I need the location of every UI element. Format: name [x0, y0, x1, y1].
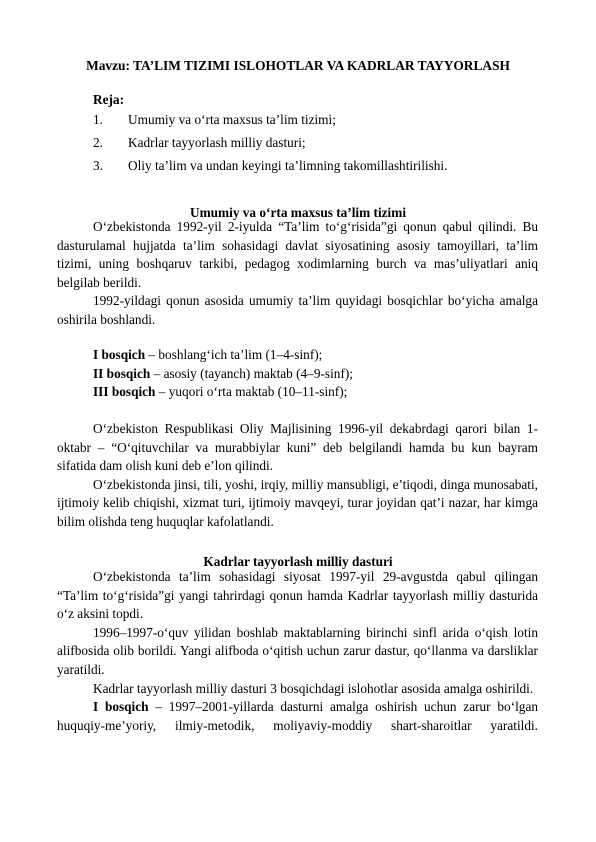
- plan-item-text: Umumiy va o‘rta maxsus ta’lim tizimi;: [128, 112, 336, 127]
- plan-item: [93, 112, 553, 135]
- level-text: – boshlang‘ich ta’lim (1–4-sinf);: [145, 347, 323, 362]
- plan-item-text: Kadrlar tayyorlash milliy dasturi;: [128, 135, 306, 150]
- section-body: [57, 568, 538, 735]
- paragraph: 1992-yildagi qonun asosida umumiy ta’lim quyidagi bosqichlar bo‘yicha amalga oshirila boshlandi.: [57, 293, 538, 327]
- paragraph: O‘zbekistonda jinsi, tili, yoshi, irqiy, milliy mansubligi, e’tiqodi, dinga munosabati, ijtimoiy kelib chiqishi, xizmat turi, ijtimoiy mavqeyi, turar joyidan qat’i nazar, har kimga bilim olishda teng huquqlar kafolatlandi.: [57, 476, 538, 529]
- level-item: [93, 346, 533, 365]
- level-label: III bosqich: [93, 384, 156, 399]
- level-item: [93, 365, 533, 384]
- paragraph: O‘zbekiston Respublikasi Oliy Majlisining 1996-yil dekabrdagi qarori bilan 1-oktabr – “O‘qituvchilar va murabbiylar kuni” deb belgilandi hamda bu kun bayram sifatida dam olish kuni deb e’lon qilindi.: [57, 421, 538, 474]
- section-heading: Umumiy va o‘rta maxsus ta’lim tizimi: [189, 205, 407, 220]
- section-body: [57, 420, 538, 532]
- level-label: II bosqich: [93, 365, 151, 381]
- paragraph-text: – 1997–2001-yillarda dasturni amalga oshirish uchun zarur bo‘lgan huquqiy-me’yoriy, ilmiy-metodik, moliyaviy-moddiy shart-sharoitlar yaratildi.: [57, 699, 538, 733]
- paragraph: O‘zbekistonda 1992-yil 2-iyulda “Ta’lim to‘g‘risida”gi qonun qabul qilindi. Bu dasturulamal hujjatda ta’lim sohasidagi davlat siyosatining asosiy tamoyillari, ta’lim tizimi, uning boshqaruv tarkibi, pedagog xodimlarning burch va mas’uliyatlari aniq belgilab berildi.: [57, 219, 538, 290]
- level-label: I bosqich: [93, 347, 146, 362]
- plan-item-text: Oliy ta’lim va undan keyingi ta’limning takomillashtirilishi.: [128, 158, 448, 173]
- plan-item: [93, 135, 553, 158]
- paragraph: O‘zbekistonda ta’lim sohasidagi siyosat 1997-yil 29-avgustda qabul qilingan “Ta’lim to‘g‘risida”gi yangi tahrirdagi qonun hamda Kadrlar tayyorlash milliy dasturida o‘z aksini topdi.: [57, 569, 538, 622]
- section-heading: Kadrlar tayyorlash milliy dasturi: [203, 554, 393, 569]
- plan-heading: Reja:: [93, 92, 125, 107]
- plan-item-number: 3.: [93, 158, 103, 173]
- plan-item-number: 1.: [93, 112, 103, 127]
- paragraph: [57, 698, 538, 735]
- plan-item: [93, 158, 553, 181]
- level-item: [93, 383, 533, 402]
- document-title: Mavzu: TA’LIM TIZIMI ISLOHOTLAR VA KADRLAR TAYYORLASH: [86, 58, 510, 73]
- level-text: – yuqori o‘rta maktab (10–11-sinf);: [155, 384, 348, 399]
- plan-item-number: 2.: [93, 135, 103, 150]
- paragraph: 1996–1997-o‘quv yilidan boshlab maktablarning birinchi sinfl arida o‘qish lotin alifbosida olib borildi. Yangi alifboda o‘qitish uchun zarur dastur, qo‘llanma va darsliklar yaratildi.: [57, 624, 538, 677]
- level-label: I bosqich: [93, 699, 149, 715]
- level-text: – asosiy (tayanch) maktab (4–9-sinf);: [150, 365, 354, 381]
- level-list: [93, 346, 533, 402]
- section-body: [57, 218, 538, 330]
- plan-list: [93, 112, 553, 181]
- paragraph: Kadrlar tayyorlash milliy dasturi 3 bosqichdagi islohotlar asosida amalga oshirildi.: [93, 680, 534, 696]
